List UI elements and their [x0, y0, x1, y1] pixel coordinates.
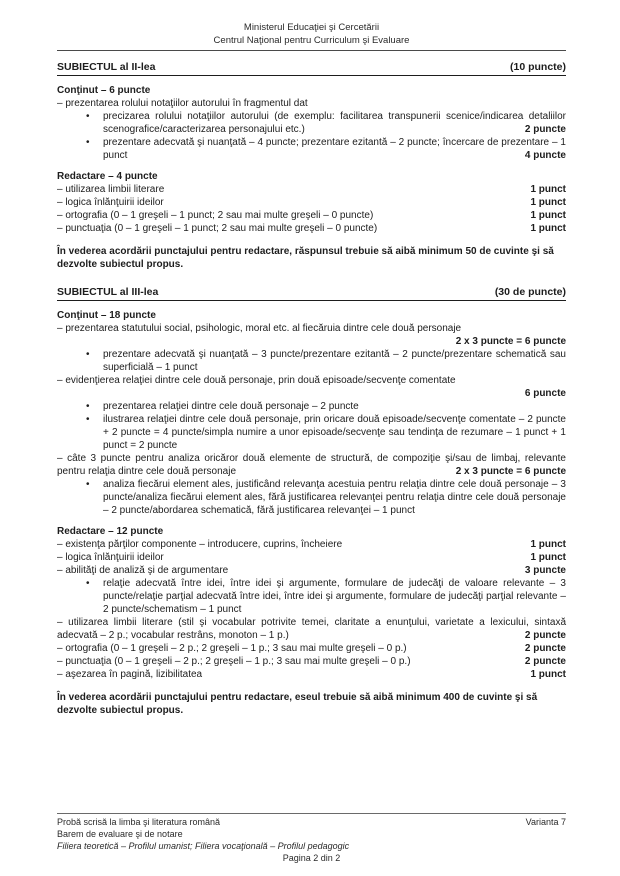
item-text: ilustrarea relaţiei dintre cele două personaje, prin oricare două episoade/secvenţe comentate – 2 puncte + 2 puncte = 4 puncte/simpla numire a unor episoade/secvenţe sau tendinţa de rezumare – 1 punct + 1 punct = 2 puncte: [103, 414, 566, 451]
item-text: – prezentarea rolului notaţiilor autorului în fragmentul dat: [57, 98, 308, 109]
score-value: 1 punct: [522, 538, 566, 551]
bullet-marker: •: [86, 578, 90, 589]
item-text: – aşezarea în pagină, lizibilitatea: [57, 669, 203, 680]
dash-item: [57, 564, 566, 577]
points-line: 2 x 3 puncte = 6 puncte: [455, 336, 566, 347]
score-value: 2 puncte: [517, 642, 566, 655]
dash-item: [57, 374, 566, 387]
item-text: – logica înlănţuirii ideilor: [57, 552, 164, 563]
dash-item: [57, 183, 566, 196]
bullet-item: [57, 348, 566, 374]
subheading: Conţinut – 6 puncte: [57, 85, 151, 96]
section-title: SUBIECTUL al III-lea: [57, 286, 159, 298]
bullet-marker: •: [86, 479, 90, 490]
score-value: 2 puncte: [517, 655, 566, 668]
dash-item: [57, 97, 566, 110]
item-text: analiza fiecărui element ales, justificând relevanţa acestuia pentru relaţia dintre cele două personaje – 3 puncte/analiza fiecărui element ales, fără justificarea relevanţei pentru relaţia dintre cele două personaje – 2 puncte/abordarea schematică, fără justificarea relevanţei – 1 punct: [103, 479, 566, 516]
dash-item: [57, 642, 566, 655]
score-value: 1 punct: [522, 183, 566, 196]
item-text: prezentarea relaţiei dintre cele două personaje – 2 puncte: [103, 401, 359, 412]
item-text: prezentare adecvată şi nuanţată – 3 puncte/prezentare ezitantă – 2 puncte/prezentare schematică sau superficială – 1 punct: [103, 349, 566, 373]
bullet-item: [57, 136, 566, 162]
dash-item: [57, 322, 566, 335]
item-text: – utilizarea limbii literare: [57, 184, 165, 195]
score-value: 1 punct: [522, 551, 566, 564]
dash-item: [57, 668, 566, 681]
item-text: relaţie adecvată între idei, între idei şi argumente, formulare de judecăţi de valoare relevante – 3 puncte/relaţie parţial adecvată între idei, între idei şi argumente, formulare de judecăţi parţial relevante – 2 puncte/schematism – 1 punct: [103, 578, 566, 615]
score-value: 2 puncte: [517, 629, 566, 642]
bullet-item: [57, 577, 566, 616]
section-points: (30 de puncte): [494, 286, 566, 298]
bullet-marker: •: [86, 414, 90, 425]
dash-item: [57, 551, 566, 564]
footer-exam-name: Probă scrisă la limba şi literatura română: [57, 817, 221, 827]
footer-page-indicator: Pagina 2 din 2: [282, 853, 341, 863]
item-text: – utilizarea limbii literare (stil şi vocabular potrivite temei, claritate a enunţului, varietate a lexicului, sintaxă adecvată – 2 p.; vocabular restrâns, monoton – 1 p.): [57, 617, 566, 641]
score-value: 4 puncte: [517, 149, 566, 162]
subheading: Redactare – 12 puncte: [57, 526, 164, 537]
footer-filiera-line: Filiera teoretică – Profilul umanist; Filiera vocaţională – Profilul pedagogic: [57, 841, 350, 851]
note-paragraph: În vederea acordării punctajului pentru redactare, eseul trebuie să aibă minimum 400 de cuvinte şi să dezvolte subiectul propus.: [57, 692, 538, 716]
score-value: 2 x 3 puncte = 6 puncte: [448, 465, 566, 478]
dash-item: [57, 452, 566, 478]
section-title: SUBIECTUL al II-lea: [57, 61, 156, 73]
item-text: – logica înlănţuirii ideilor: [57, 197, 164, 208]
score-value: 1 punct: [522, 196, 566, 209]
footer-barem-line: Barem de evaluare şi de notare: [57, 829, 183, 839]
points-line: 6 puncte: [524, 388, 566, 399]
dash-item: [57, 222, 566, 235]
bullet-marker: •: [86, 401, 90, 412]
section-title-row: [57, 60, 566, 76]
item-text: – existenţa părţilor componente – introducere, cuprins, încheiere: [57, 539, 343, 550]
bullet-marker: •: [86, 349, 90, 360]
dash-item: [57, 538, 566, 551]
section-points: (10 puncte): [509, 61, 566, 73]
header-ministry-line: Ministerul Educaţiei şi Cercetării: [243, 22, 380, 33]
item-text: precizarea rolului notaţiilor autorului (de exemplu: facilitarea transpunerii scenice/indicarea detaliilor scenografice/caracterizarea personajului etc.): [103, 111, 566, 135]
bullet-marker: •: [86, 137, 90, 148]
header-center-line: Centrul Naţional pentru Curriculum şi Evaluare: [213, 34, 410, 46]
item-text: – prezentarea statutului social, psihologic, moral etc. al fiecăruia dintre cele două personaje: [57, 323, 462, 334]
score-value: 1 punct: [522, 668, 566, 681]
item-text: – punctuaţia (0 – 1 greşeli – 1 punct; 2 sau mai multe greşeli – 0 puncte): [57, 223, 378, 234]
document-footer: [57, 813, 566, 864]
item-text: – evidenţierea relaţiei dintre cele două personaje, prin două episoade/secvenţe comentate: [57, 375, 456, 386]
item-text: – ortografia (0 – 1 greşeli – 1 punct; 2 sau mai multe greşeli – 0 puncte): [57, 210, 374, 221]
item-text: – ortografia (0 – 1 greşeli – 2 p.; 2 greşeli – 1 p.; 3 sau mai multe greşeli – 0 p.): [57, 643, 407, 654]
footer-variant: Varianta 7: [525, 817, 566, 827]
score-value: 2 puncte: [517, 123, 566, 136]
item-text: – câte 3 puncte pentru analiza oricăror două elemente de structură, de compoziţie şi/sau de limbaj, relevante pentru relaţia dintre cele două personaje: [57, 453, 566, 477]
item-text: – punctuaţia (0 – 1 greşeli – 2 p.; 2 greşeli – 1 p.; 3 sau mai multe greşeli – 0 p.): [57, 656, 411, 667]
section-title-row: [57, 285, 566, 301]
document-content: [57, 51, 566, 717]
item-text: – abilităţi de analiză şi de argumentare: [57, 565, 229, 576]
bullet-item: [57, 413, 566, 452]
dash-item: [57, 655, 566, 668]
footer-row: [57, 816, 566, 828]
bullet-item: [57, 478, 566, 517]
bullet-item: [57, 400, 566, 413]
document-header: [57, 22, 566, 51]
dash-item: [57, 616, 566, 642]
dash-item: [57, 196, 566, 209]
dash-item: [57, 209, 566, 222]
score-value: 1 punct: [522, 222, 566, 235]
note-paragraph: În vederea acordării punctajului pentru redactare, răspunsul trebuie să aibă minimum 50 de cuvinte şi să dezvolte subiectul propus.: [57, 246, 554, 270]
score-value: 1 punct: [522, 209, 566, 222]
item-text: prezentare adecvată şi nuanţată – 4 puncte; prezentare ezitantă – 2 puncte; încercare de prezentare – 1 punct: [103, 137, 566, 161]
subheading: Redactare – 4 puncte: [57, 171, 158, 182]
score-value: 3 puncte: [517, 564, 566, 577]
bullet-item: [57, 110, 566, 136]
subheading: Conţinut – 18 puncte: [57, 310, 156, 321]
bullet-marker: •: [86, 111, 90, 122]
